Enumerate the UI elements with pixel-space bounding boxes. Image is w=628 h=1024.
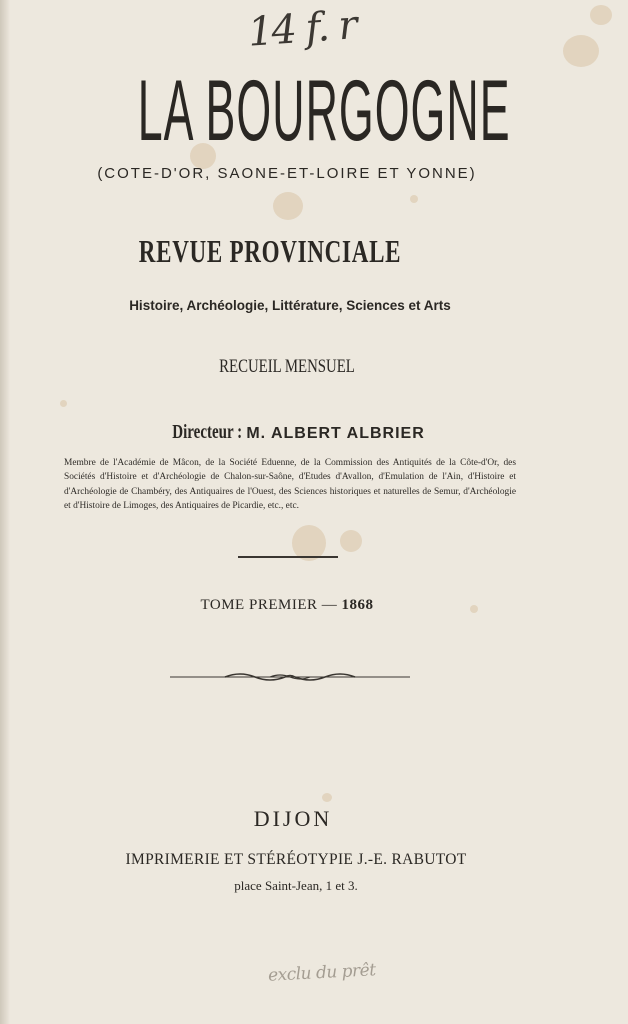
director-line: [0, 421, 574, 444]
tome-year: 1868: [341, 597, 374, 613]
director-label: Directeur :: [172, 421, 243, 443]
foxing-spot: [273, 192, 303, 220]
revue-heading: REVUE PROVINCIALE: [138, 233, 402, 269]
printer-address: place Saint-Jean, 1 et 3.: [234, 878, 358, 893]
foxing-spot: [60, 400, 67, 407]
foxing-spot: [410, 195, 418, 203]
handwritten-shelf-mark: [246, 2, 408, 62]
foxing-spot: [590, 5, 612, 25]
journal-title: LA BOURGOGNE: [137, 63, 511, 159]
pencil-annotation: exclu du prêt: [267, 960, 377, 986]
printer-line: IMPRIMERIE ET STÉRÉOTYPIE J.-E. RABUTOT: [125, 851, 467, 868]
memberships-paragraph: Membre de l'Académie de Mâcon, de la Société Eduenne, de la Commission des Antiquités de la Côte-d'Or, des Sociétés d'Histoire et d'Archéologie de Chalon-sur-Saône, d'Etudes d'Avallon, d'Emulation de l'Ain, d'Histoire et d'Archéologie de Chambéry, des Antiquaires de l'Ouest, des Sciences historiques et naturelles de Semur, d'Archéologie et d'Histoire de Limoges, des Antiquaires de Picardie, etc., etc.: [64, 458, 516, 511]
book-spine-shadow: [0, 0, 10, 1024]
handwritten-mark-text: 14 f. r: [246, 2, 358, 56]
recueil-line: RECUEIL MENSUEL: [219, 356, 355, 377]
ornamental-divider: [170, 670, 410, 684]
foxing-spot: [563, 35, 599, 67]
divider-rule: [238, 556, 338, 558]
tome-line: [0, 597, 574, 614]
director-name: M. ALBERT ALBRIER: [246, 425, 425, 442]
city-name: DIJON: [253, 806, 333, 831]
foxing-spot: [340, 530, 362, 552]
foxing-spot: [322, 793, 332, 802]
topics-line: Histoire, Archéologie, Littérature, Sciences et Arts: [129, 298, 451, 313]
regions-subtitle: (COTE-D'OR, SAONE-ET-LOIRE ET YONNE): [97, 165, 477, 182]
tome-label: TOME PREMIER —: [200, 597, 338, 613]
